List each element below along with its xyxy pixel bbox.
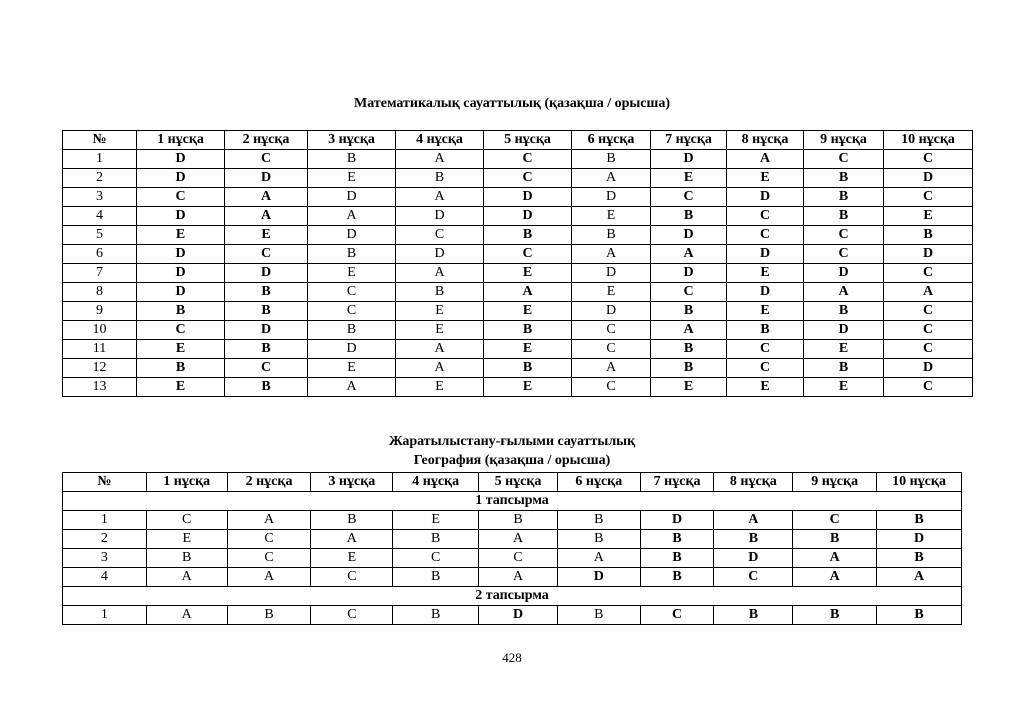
math-answer-cell: D — [396, 207, 484, 226]
geo-header-row — [63, 473, 962, 492]
geography-answer-table — [62, 472, 962, 625]
geo-header-cell: 1 нұсқа — [146, 473, 227, 492]
math-answer-cell: C — [137, 321, 225, 340]
math-answer-cell: C — [727, 207, 804, 226]
math-row-number: 11 — [63, 340, 137, 359]
section-2-row — [63, 587, 962, 606]
geo-answer-cell: C — [311, 568, 393, 587]
geo-row-number: 2 — [63, 530, 147, 549]
math-table-row — [63, 283, 973, 302]
geo-header-cell: 8 нұсқа — [714, 473, 793, 492]
math-answer-cell: D — [727, 283, 804, 302]
geo-answer-cell: B — [393, 568, 479, 587]
geo-answer-cell: A — [714, 511, 793, 530]
geo-answer-cell: B — [793, 606, 877, 625]
math-answer-cell: B — [804, 302, 884, 321]
geo-answer-cell: B — [393, 606, 479, 625]
math-answer-cell: E — [484, 264, 572, 283]
geo-answer-cell: B — [479, 511, 558, 530]
geo-answer-cell: B — [311, 511, 393, 530]
math-answer-cell: E — [484, 302, 572, 321]
math-header-cell: 8 нұсқа — [727, 131, 804, 150]
math-answer-cell: C — [572, 340, 651, 359]
geo-answer-cell: B — [557, 530, 640, 549]
geo-answer-cell: C — [479, 549, 558, 568]
math-answer-cell: D — [884, 245, 973, 264]
math-answer-cell: D — [884, 169, 973, 188]
math-row-number: 2 — [63, 169, 137, 188]
math-answer-cell: A — [572, 169, 651, 188]
math-answer-cell: C — [884, 264, 973, 283]
geo-header-cell: 2 нұсқа — [227, 473, 311, 492]
math-answer-cell: D — [137, 207, 225, 226]
geo-table-row — [63, 549, 962, 568]
section-1-label: 1 тапсырма — [63, 492, 962, 511]
math-answer-cell: C — [225, 245, 308, 264]
math-answer-cell: E — [727, 378, 804, 397]
math-answer-cell: B — [484, 359, 572, 378]
math-answer-cell: B — [225, 302, 308, 321]
math-answer-cell: D — [225, 169, 308, 188]
math-header-cell: 7 нұсқа — [651, 131, 727, 150]
math-answer-cell: C — [137, 188, 225, 207]
math-answer-cell: E — [484, 378, 572, 397]
math-row-number: 5 — [63, 226, 137, 245]
math-header-cell: 6 нұсқа — [572, 131, 651, 150]
math-answer-cell: D — [137, 245, 225, 264]
math-answer-cell: A — [308, 378, 396, 397]
math-answer-cell: C — [727, 226, 804, 245]
geo-table-row — [63, 511, 962, 530]
math-table-row — [63, 169, 973, 188]
math-answer-cell: D — [651, 150, 727, 169]
math-row-number: 12 — [63, 359, 137, 378]
math-answer-cell: B — [727, 321, 804, 340]
math-answer-cell: E — [727, 169, 804, 188]
math-table-row — [63, 378, 973, 397]
math-answer-table — [62, 130, 973, 397]
geo-answer-cell: A — [227, 511, 311, 530]
math-answer-cell: E — [396, 378, 484, 397]
math-row-number: 7 — [63, 264, 137, 283]
math-answer-cell: B — [225, 283, 308, 302]
geo-answer-cell: D — [640, 511, 714, 530]
math-answer-cell: B — [651, 359, 727, 378]
geo-answer-cell: A — [479, 530, 558, 549]
math-answer-cell: C — [308, 283, 396, 302]
geo-header-cell: 10 нұсқа — [877, 473, 962, 492]
geo-answer-cell: C — [227, 549, 311, 568]
math-answer-cell: A — [396, 264, 484, 283]
math-answer-cell: E — [396, 321, 484, 340]
geo-answer-cell: E — [146, 530, 227, 549]
math-answer-cell: D — [651, 264, 727, 283]
math-row-number: 6 — [63, 245, 137, 264]
geo-answer-cell: B — [714, 606, 793, 625]
math-answer-cell: C — [484, 150, 572, 169]
geo-answer-cell: A — [479, 568, 558, 587]
math-answer-cell: D — [572, 188, 651, 207]
geo-answer-cell: A — [227, 568, 311, 587]
math-answer-cell: B — [804, 207, 884, 226]
geo-answer-cell: B — [227, 606, 311, 625]
geo-header-cell: № — [63, 473, 147, 492]
math-row-number: 4 — [63, 207, 137, 226]
math-answer-cell: E — [308, 264, 396, 283]
math-answer-cell: E — [727, 302, 804, 321]
math-answer-cell: D — [137, 150, 225, 169]
geo-answer-cell: A — [557, 549, 640, 568]
math-answer-cell: A — [651, 321, 727, 340]
math-answer-cell: B — [396, 283, 484, 302]
math-answer-cell: B — [884, 226, 973, 245]
math-answer-cell: C — [484, 245, 572, 264]
math-answer-cell: E — [396, 302, 484, 321]
math-answer-cell: A — [396, 150, 484, 169]
math-table-row — [63, 150, 973, 169]
math-answer-cell: D — [308, 340, 396, 359]
math-answer-cell: A — [308, 207, 396, 226]
math-table-row — [63, 264, 973, 283]
math-answer-cell: C — [884, 340, 973, 359]
math-answer-cell: B — [225, 340, 308, 359]
math-answer-cell: D — [804, 264, 884, 283]
geo-answer-cell: B — [877, 606, 962, 625]
math-row-number: 8 — [63, 283, 137, 302]
math-answer-cell: C — [804, 226, 884, 245]
geo-answer-cell: E — [311, 549, 393, 568]
math-answer-cell: B — [137, 359, 225, 378]
math-answer-cell: A — [484, 283, 572, 302]
math-table-row — [63, 302, 973, 321]
math-answer-cell: C — [225, 359, 308, 378]
math-answer-cell: D — [651, 226, 727, 245]
geo-answer-cell: A — [793, 549, 877, 568]
math-table-row — [63, 226, 973, 245]
math-answer-cell: D — [308, 226, 396, 245]
math-answer-cell: C — [804, 150, 884, 169]
math-table-row — [63, 207, 973, 226]
math-header-cell: 4 нұсқа — [396, 131, 484, 150]
geo-answer-cell: A — [793, 568, 877, 587]
math-answer-cell: C — [484, 169, 572, 188]
geo-header-cell: 5 нұсқа — [479, 473, 558, 492]
geo-answer-cell: C — [311, 606, 393, 625]
math-answer-cell: C — [727, 359, 804, 378]
math-answer-cell: E — [804, 340, 884, 359]
math-answer-cell: A — [884, 283, 973, 302]
math-answer-cell: B — [308, 245, 396, 264]
math-header-cell: 9 нұсқа — [804, 131, 884, 150]
math-row-number: 3 — [63, 188, 137, 207]
math-answer-cell: E — [308, 359, 396, 378]
math-answer-cell: B — [572, 226, 651, 245]
math-answer-cell: D — [572, 302, 651, 321]
geo-answer-cell: C — [393, 549, 479, 568]
math-answer-cell: D — [804, 321, 884, 340]
math-answer-cell: E — [651, 378, 727, 397]
geo-answer-cell: A — [311, 530, 393, 549]
math-answer-cell: B — [804, 359, 884, 378]
math-answer-cell: B — [651, 207, 727, 226]
geo-answer-cell: A — [877, 568, 962, 587]
math-answer-cell: E — [884, 207, 973, 226]
math-answer-cell: C — [651, 188, 727, 207]
math-answer-cell: D — [884, 359, 973, 378]
geo-answer-cell: B — [557, 606, 640, 625]
page-number: 428 — [502, 650, 522, 665]
math-answer-cell: A — [396, 340, 484, 359]
math-table-row — [63, 188, 973, 207]
geo-table-row — [63, 568, 962, 587]
math-answer-cell: C — [804, 245, 884, 264]
geo-answer-cell: B — [393, 530, 479, 549]
math-answer-cell: C — [884, 378, 973, 397]
math-answer-cell: B — [572, 150, 651, 169]
geo-answer-cell: B — [793, 530, 877, 549]
math-answer-cell: D — [484, 188, 572, 207]
math-answer-cell: E — [308, 169, 396, 188]
math-answer-cell: A — [396, 188, 484, 207]
math-row-number: 10 — [63, 321, 137, 340]
geo-answer-cell: B — [877, 549, 962, 568]
geo-table-row — [63, 530, 962, 549]
math-answer-cell: B — [651, 302, 727, 321]
geo-answer-cell: C — [146, 511, 227, 530]
math-answer-cell: B — [484, 321, 572, 340]
geo-answer-cell: C — [714, 568, 793, 587]
math-answer-cell: C — [651, 283, 727, 302]
math-table-title: Математикалық сауаттылық (қазақша / орысша) — [354, 96, 670, 111]
math-answer-cell: C — [225, 150, 308, 169]
math-answer-cell: D — [308, 188, 396, 207]
math-header-cell: № — [63, 131, 137, 150]
geo-answer-cell: B — [714, 530, 793, 549]
math-answer-cell: E — [572, 207, 651, 226]
geo-header-cell: 3 нұсқа — [311, 473, 393, 492]
math-answer-cell: C — [572, 321, 651, 340]
geo-answer-cell: A — [146, 568, 227, 587]
math-answer-cell: E — [225, 226, 308, 245]
geo-header-cell: 9 нұсқа — [793, 473, 877, 492]
math-row-number: 13 — [63, 378, 137, 397]
math-answer-cell: D — [137, 283, 225, 302]
math-answer-cell: B — [396, 169, 484, 188]
math-answer-cell: E — [484, 340, 572, 359]
geo-row-number: 4 — [63, 568, 147, 587]
geo-header-cell: 6 нұсқа — [557, 473, 640, 492]
math-answer-cell: E — [137, 226, 225, 245]
math-answer-cell: D — [396, 245, 484, 264]
geo-header-cell: 7 нұсқа — [640, 473, 714, 492]
math-answer-cell: B — [225, 378, 308, 397]
math-answer-cell: E — [727, 264, 804, 283]
geo-row-number: 3 — [63, 549, 147, 568]
geo-header-cell: 4 нұсқа — [393, 473, 479, 492]
math-answer-cell: D — [225, 264, 308, 283]
math-answer-cell: D — [727, 188, 804, 207]
math-row-number: 1 — [63, 150, 137, 169]
math-answer-cell: E — [137, 378, 225, 397]
geo-answer-cell: B — [557, 511, 640, 530]
geo-answer-cell: D — [714, 549, 793, 568]
section-2-label: 2 тапсырма — [63, 587, 962, 606]
math-answer-cell: A — [225, 207, 308, 226]
math-table-row — [63, 321, 973, 340]
geo-answer-cell: C — [793, 511, 877, 530]
math-header-cell: 5 нұсқа — [484, 131, 572, 150]
geo-answer-cell: C — [640, 606, 714, 625]
math-answer-cell: E — [804, 378, 884, 397]
math-header-row — [63, 131, 973, 150]
geo-answer-cell: D — [877, 530, 962, 549]
geo-answer-cell: B — [640, 530, 714, 549]
math-answer-cell: A — [727, 150, 804, 169]
math-answer-cell: D — [484, 207, 572, 226]
geo-answer-cell: A — [146, 606, 227, 625]
geo-row-number: 1 — [63, 606, 147, 625]
math-answer-cell: A — [651, 245, 727, 264]
math-answer-cell: D — [137, 264, 225, 283]
math-answer-cell: B — [804, 188, 884, 207]
geo-row-number: 1 — [63, 511, 147, 530]
math-answer-cell: E — [572, 283, 651, 302]
math-answer-cell: C — [884, 321, 973, 340]
geography-title: География (қазақша / орысша) — [413, 453, 611, 468]
geo-answer-cell: B — [146, 549, 227, 568]
math-answer-cell: B — [651, 340, 727, 359]
geo-answer-cell: B — [640, 549, 714, 568]
math-answer-cell: A — [804, 283, 884, 302]
math-answer-cell: D — [225, 321, 308, 340]
math-answer-cell: C — [884, 302, 973, 321]
math-answer-cell: D — [727, 245, 804, 264]
math-table-row — [63, 245, 973, 264]
math-answer-cell: C — [572, 378, 651, 397]
math-answer-cell: C — [727, 340, 804, 359]
math-answer-cell: C — [308, 302, 396, 321]
math-answer-cell: A — [572, 245, 651, 264]
geo-answer-cell: E — [393, 511, 479, 530]
math-answer-cell: C — [396, 226, 484, 245]
math-answer-cell: B — [308, 150, 396, 169]
geo-table-row — [63, 606, 962, 625]
math-answer-cell: A — [225, 188, 308, 207]
math-answer-cell: B — [484, 226, 572, 245]
math-answer-cell: E — [137, 340, 225, 359]
math-answer-cell: D — [572, 264, 651, 283]
math-answer-cell: C — [884, 150, 973, 169]
geo-answer-cell: D — [557, 568, 640, 587]
math-table-row — [63, 340, 973, 359]
math-header-cell: 1 нұсқа — [137, 131, 225, 150]
geo-answer-cell: D — [479, 606, 558, 625]
math-header-cell: 3 нұсқа — [308, 131, 396, 150]
math-answer-cell: C — [884, 188, 973, 207]
math-row-number: 9 — [63, 302, 137, 321]
science-title: Жаратылыстану-ғылыми сауаттылық — [388, 434, 636, 449]
geo-answer-cell: B — [877, 511, 962, 530]
math-answer-cell: E — [651, 169, 727, 188]
math-answer-cell: B — [137, 302, 225, 321]
math-answer-cell: D — [137, 169, 225, 188]
math-answer-cell: A — [396, 359, 484, 378]
math-answer-cell: A — [572, 359, 651, 378]
geo-answer-cell: C — [227, 530, 311, 549]
math-header-cell: 2 нұсқа — [225, 131, 308, 150]
math-header-cell: 10 нұсқа — [884, 131, 973, 150]
geo-answer-cell: B — [640, 568, 714, 587]
math-answer-cell: B — [804, 169, 884, 188]
section-1-row — [63, 492, 962, 511]
math-answer-cell: B — [308, 321, 396, 340]
math-table-row — [63, 359, 973, 378]
